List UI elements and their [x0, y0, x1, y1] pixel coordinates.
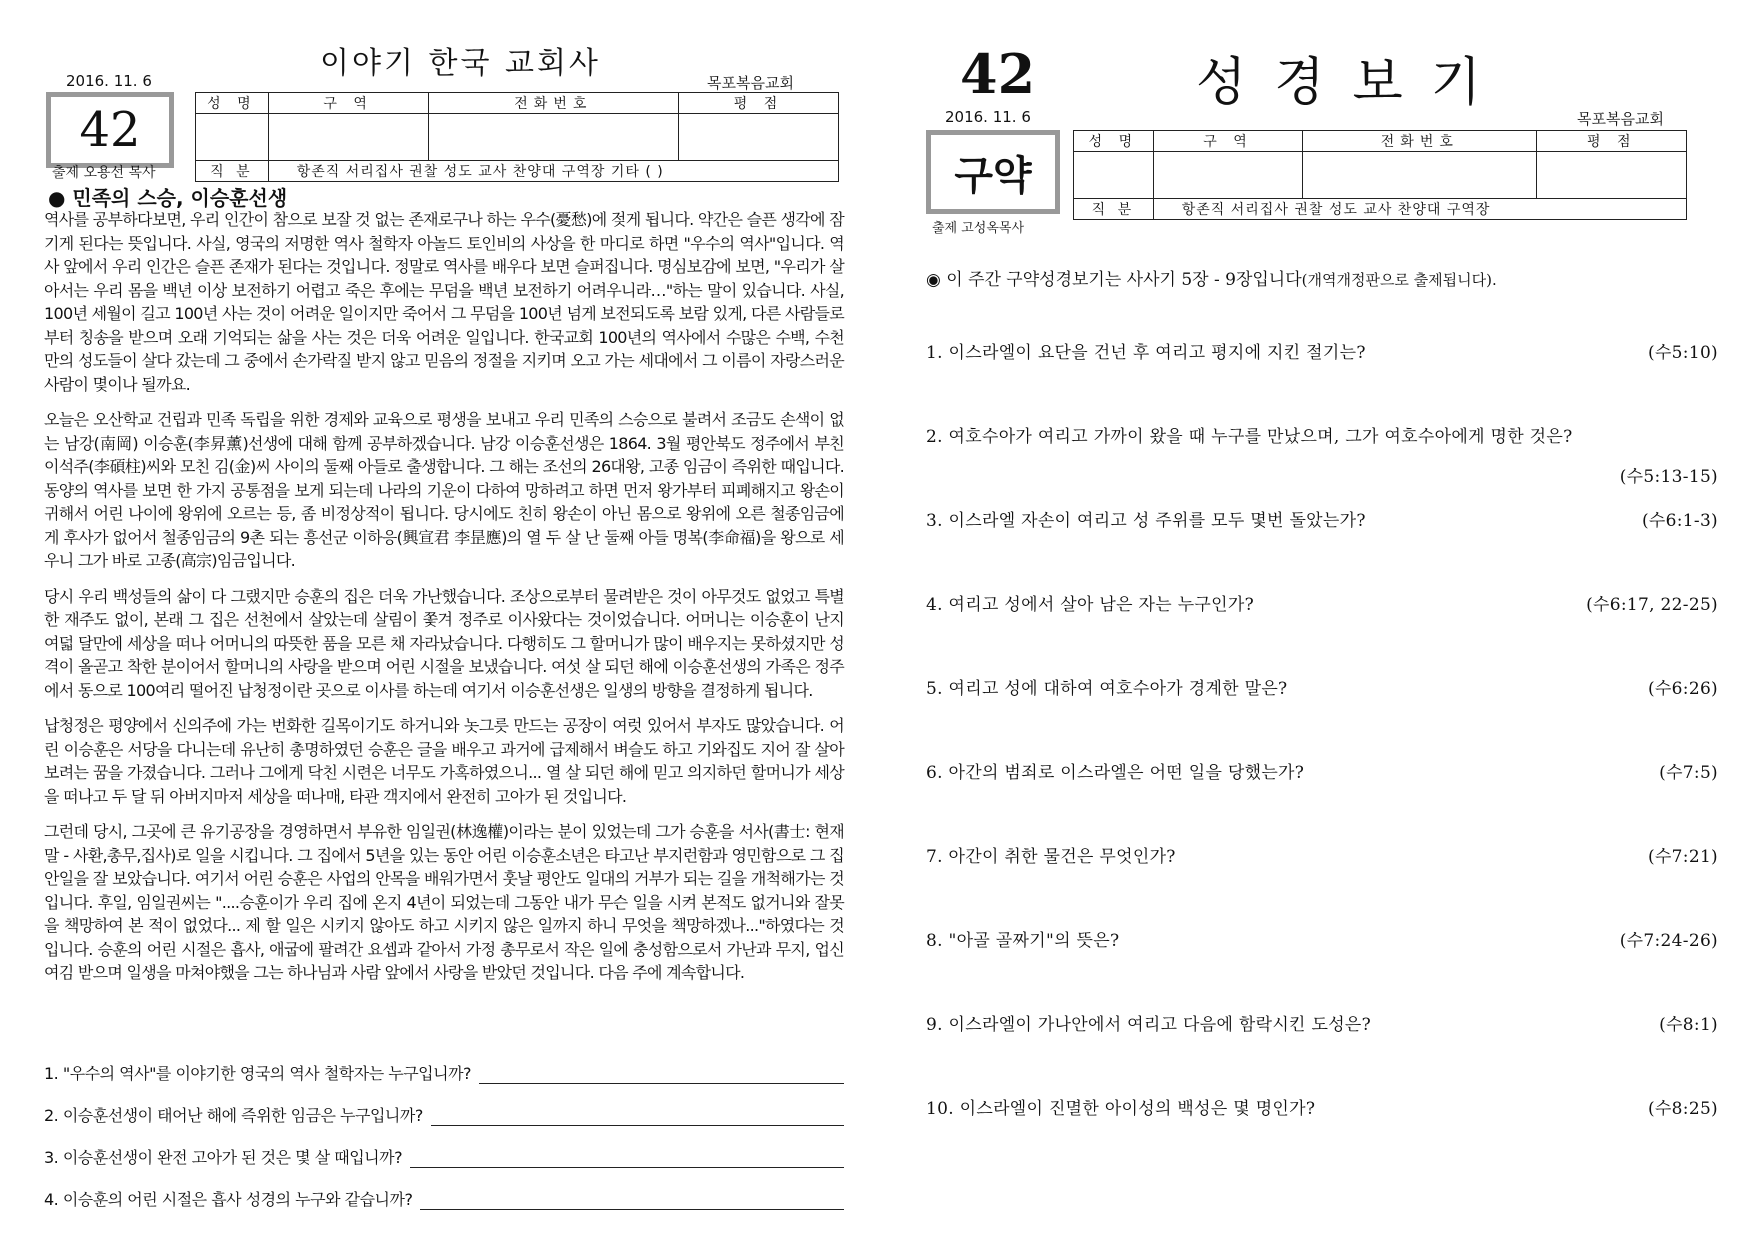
question-item[interactable] — [926, 338, 1718, 422]
instruction — [926, 265, 1497, 290]
question-text: 6. 아간의 범죄로 이스라엘은 어떤 일을 당했는가? — [926, 763, 1305, 783]
question-text: 4. 여리고 성에서 살아 남은 자는 누구인가? — [926, 595, 1255, 615]
question-text: 8. "아골 골짜기"의 뜻은? — [926, 931, 1120, 951]
question-text: 4. 이승훈의 어린 시절은 흡사 성경의 누구와 같습니까? — [44, 1190, 413, 1209]
instruction-text: ◉ 이 주간 구약성경보기는 사사기 5장 - 9장입니다 — [926, 270, 1302, 290]
instruction-note: (개역개정판으로 출제됩니다). — [1301, 271, 1497, 289]
scripture-reference: (수8:25) — [1648, 1099, 1718, 1119]
right-issue-number: 42 — [960, 42, 1036, 106]
phone-header: 전화번호 — [428, 93, 678, 114]
district-header: 구 역 — [1153, 131, 1303, 152]
question-item — [44, 1168, 844, 1210]
question-text: 3. 이승훈선생이 완전 고아가 된 것은 몇 살 때입니까? — [44, 1148, 403, 1167]
question-item — [44, 1126, 844, 1168]
score-field[interactable] — [1537, 152, 1687, 199]
scripture-reference: (수8:1) — [1659, 1015, 1718, 1035]
role-options[interactable]: 항존직 서리집사 권찰 성도 교사 찬양대 구역장 — [1153, 199, 1686, 220]
scripture-reference: (수6:1-3) — [1641, 511, 1718, 531]
question-text: 10. 이스라엘이 진멸한 아이성의 백성은 몇 명인가? — [926, 1099, 1316, 1119]
left-church-name: 목포복음교회 — [707, 74, 794, 92]
left-question-list — [44, 1042, 844, 1210]
question-text: 2. 이승훈선생이 태어난 해에 즉위한 임금은 누구입니까? — [44, 1106, 423, 1125]
scripture-reference: (수5:10) — [1648, 343, 1718, 363]
right-page-title: 성경보기 — [1196, 53, 1509, 113]
left-date: 2016. 11. 6 — [66, 72, 152, 90]
question-item[interactable] — [926, 1010, 1718, 1094]
role-label: 직 분 — [1074, 199, 1154, 220]
left-info-table — [195, 92, 839, 182]
paragraph: 납청정은 평양에서 신의주에 가는 번화한 길목이기도 하거니와 놋그릇 만드는 공장이 여럿 있어서 부자도 많았습니다. 어린 이승훈은 서당을 다니는데 유난히 총명하였던 승훈은 글을 배우고 과거에 급제해서 벼슬도 하고 기와집도 지어 잘 살아보려는 꿈을 가졌습니다. 그러나 그에게 닥친 시련은 너무도 가혹하였으니... 열 살 되던 해에 믿고 의지하던 할머니가 세상을 떠나고 두 달 뒤 아버지마저 세상을 떠나매, 타관 객지에서 완전히 고아가 된 것입니다. — [44, 716, 844, 806]
paragraph: 역사를 공부하다보면, 우리 인간이 참으로 보잘 것 없는 존재로구나 하는 우수(憂愁)에 젖게 됩니다. 약간은 슬픈 생각에 잠기게 된다는 뜻입니다. 사실, 영국의 저명한 역사 철학자 아놀드 토인비의 사상을 한 마디로 하면 "우수의 역사"입니다. 역사 앞에서 우리 인간은 슬픈 존재가 된다는 것입니다. 정말로 역사를 배우다 보면 슬퍼집니다. 명심보감에 보면, "우리가 살아서는 우리 몸을 백년 이상 보전하기 어렵고 죽은 후에는 무덤을 백년 보전하기 어려우니라…"하는 말이 있습니다. 사실, 100년 세월이 길고 100년 사는 것이 어려운 일이지만 죽어서 그 무덤을 100년 넘게 보전되도록 보람 있게, 다른 사람들로부터 칭송을 받으며 오래 기억되는 삶을 사는 것은 더욱 어려운 일입니다. 한국교회 100년의 역사에서 수많은 수백, 수천만의 성도들이 살다 갔는데 그 중에서 손가락질 받지 않고 믿음의 정절을 지키며 오고 가는 세대에서 그 이름이 자랑스러운 사람이 몇이나 될까요. — [44, 210, 844, 394]
phone-field[interactable] — [1303, 152, 1537, 199]
question-text: 1. 이스라엘이 요단을 건넌 후 여리고 평지에 지킨 절기는? — [926, 343, 1366, 363]
answer-line[interactable] — [431, 1107, 844, 1126]
district-field[interactable] — [1153, 152, 1303, 199]
score-field[interactable] — [679, 114, 839, 161]
name-field[interactable] — [196, 114, 269, 161]
question-text: 1. "우수의 역사"를 이야기한 영국의 역사 철학자는 누구입니까? — [44, 1064, 472, 1083]
question-text: 9. 이스라엘이 가나안에서 여리고 다음에 함락시킨 도성은? — [926, 1015, 1372, 1035]
article-body — [44, 208, 844, 997]
left-issue-number-box: 42 — [46, 92, 174, 168]
name-header: 성 명 — [1074, 131, 1154, 152]
right-date: 2016. 11. 6 — [945, 108, 1031, 126]
paragraph: 그런데 당시, 그곳에 큰 유기공장을 경영하면서 부유한 임일권(林逸權)이라는 분이 있었는데 그가 승훈을 서사(書士: 현재말 - 사환,총무,집사)로 일을 시킵니다. 그 집에서 5년을 있는 동안 어린 이승훈소년은 타고난 부지런함과 영민함으로 그 집안일을 잘 보았습니다. 여기서 어린 승훈은 사업의 안목을 배워가면서 훗날 평안도 일대의 거부가 되는 길을 개척해가는 것입니다. 후일, 임일권씨는 "....승훈이가 우리 집에 온지 4년이 되었는데 그동안 내가 무슨 일을 시켜 본적도 없거니와 잘못을 책망하여 본 적이 없었다... 제 할 일은 시키지 않아도 하고 시키지 않은 일까지 하니 무엇을 책망하겠나..."하였다는 것입니다. 승훈의 어린 시절은 흡사, 애굽에 팔려간 요셉과 같아서 가정 총무로서 작은 일에 충성함으로서 가난과 무지, 업신여김 받으며 일생을 마쳐야했을 그는 하나님과 사람 앞에서 사랑을 받았던 것입니다. 다음 주에 계속합니다. — [44, 822, 844, 982]
question-text: 5. 여리고 성에 대하여 여호수아가 경계한 말은? — [926, 679, 1288, 699]
question-item — [44, 1042, 844, 1084]
question-text: 2. 여호수아가 여리고 가까이 왔을 때 누구를 만났으며, 그가 여호수아에게 명한 것은? — [926, 427, 1573, 447]
question-item[interactable] — [926, 590, 1718, 674]
left-setter: 출제 오용선 목사 — [52, 165, 156, 181]
scripture-reference: (수5:13-15) — [1619, 467, 1718, 487]
question-item[interactable] — [926, 674, 1718, 758]
scripture-reference: (수7:24-26) — [1619, 931, 1718, 951]
right-info-table — [1073, 130, 1687, 220]
role-options[interactable]: 항존직 서리집사 권찰 성도 교사 찬양대 구역장 기타 ( ) — [268, 161, 838, 182]
district-field[interactable] — [268, 114, 428, 161]
phone-header: 전화번호 — [1303, 131, 1537, 152]
answer-line[interactable] — [420, 1191, 844, 1210]
district-header: 구 역 — [268, 93, 428, 114]
question-item[interactable] — [926, 926, 1718, 1010]
old-testament-box: 구약 — [926, 130, 1060, 214]
scripture-reference: (수7:5) — [1659, 763, 1718, 783]
scripture-reference: (수7:21) — [1648, 847, 1718, 867]
scripture-reference: (수6:17, 22-25) — [1586, 595, 1718, 615]
score-header: 평 점 — [1537, 131, 1687, 152]
section-heading: ● 민족의 스승, 이승훈선생 — [48, 186, 288, 210]
question-item[interactable] — [926, 1094, 1718, 1178]
role-label: 직 분 — [196, 161, 269, 182]
question-text: 3. 이스라엘 자손이 여리고 성 주위를 모두 몇번 돌았는가? — [926, 511, 1366, 531]
answer-line[interactable] — [479, 1065, 844, 1084]
phone-field[interactable] — [428, 114, 678, 161]
scripture-reference: (수6:26) — [1648, 679, 1718, 699]
question-item[interactable] — [926, 842, 1718, 926]
right-church-name: 목포복음교회 — [1577, 110, 1664, 128]
question-item — [44, 1084, 844, 1126]
right-question-list — [926, 338, 1718, 1178]
answer-line[interactable] — [410, 1149, 844, 1168]
paragraph: 당시 우리 백성들의 삶이 다 그랬지만 승훈의 집은 더욱 가난했습니다. 조상으로부터 물려받은 것이 아무것도 없었고 특별한 재주도 없이, 본래 그 집은 선천에서 살았는데 살림이 쫓겨 정주로 이사왔다는 것이었습니다. 어머니는 이승훈이 난지 여덟 달만에 세상을 떠나 어머니의 따뜻한 품을 모른 채 자라났습니다. 다행히도 그 할머니가 많이 배우지는 못하셨지만 성격이 올곧고 착한 분이어서 할머니의 사랑을 받으며 어린 시절을 보냈습니다. 여섯 살 되던 해에 이승훈선생의 가족은 정주에서 동으로 100여리 떨어진 납청정이란 곳으로 이사를 하는데 여기서 이승훈선생은 일생의 방향을 결정하게 됩니다. — [44, 586, 844, 700]
left-page-title: 이야기 한국 교회사 — [320, 46, 601, 81]
name-header: 성 명 — [196, 93, 269, 114]
name-field[interactable] — [1074, 152, 1154, 199]
question-item[interactable] — [926, 506, 1718, 590]
question-item[interactable] — [926, 758, 1718, 842]
question-item[interactable] — [926, 422, 1718, 506]
question-text: 7. 아간이 취한 물건은 무엇인가? — [926, 847, 1176, 867]
right-setter: 출제 고성옥목사 — [932, 221, 1025, 236]
score-header: 평 점 — [679, 93, 839, 114]
paragraph: 오늘은 오산학교 건립과 민족 독립을 위한 경제와 교육으로 평생을 보내고 우리 민족의 스승으로 불려서 조금도 손색이 없는 남강(南岡) 이승훈(李昇薰)선생에 대해 함께 공부하겠습니다. 남강 이승훈선생은 1864. 3월 평안북도 정주에서 부친 이석주(李碩柱)씨와 모친 김(金)씨 사이의 둘째 아들로 출생합니다. 그 해는 조선의 26대왕, 고종 임금이 즉위한 때입니다. 동양의 역사를 보면 한 가지 공통점을 보게 되는데 나라의 기운이 다하여 망하려고 하면 먼저 왕가부터 피폐해지고 왕손이 귀해서 어린 나이에 왕위에 오르는 등, 좀 비정상적이 됩니다. 당시에도 친히 왕손이 아닌 몸으로 왕위에 오른 철종임금에게 후사가 없어서 철종임금의 9촌 되는 흥선군 이하응(興宣君 李昰應)의 열 두 살 난 둘째 아들 명복(李命福)을 왕으로 세우니 그가 바로 고종(高宗)임금입니다. — [44, 410, 844, 570]
